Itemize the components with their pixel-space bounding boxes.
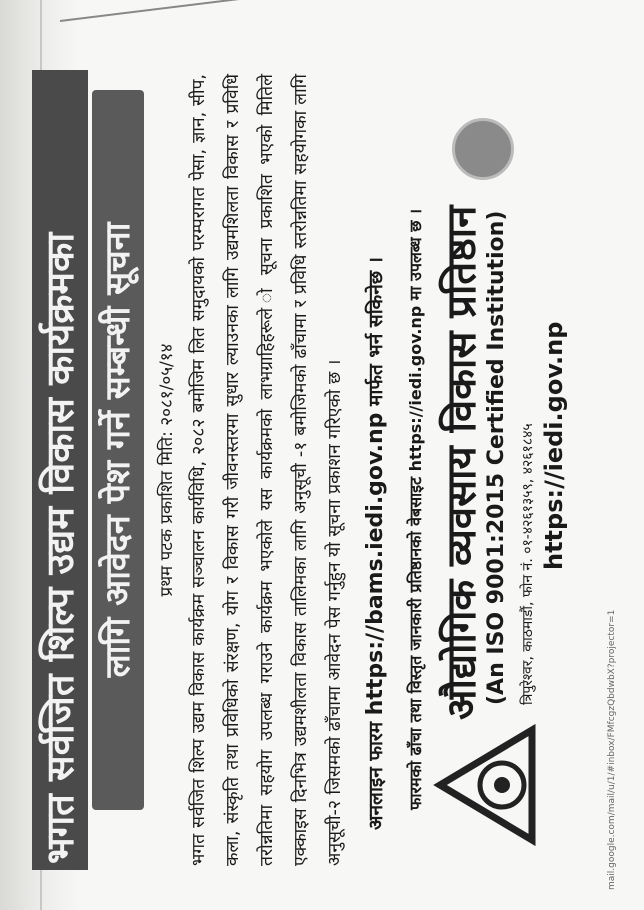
apply-suffix: मार्फत भर्न सकिनेछ । xyxy=(365,257,387,407)
org-address: त्रिपुरेश्वर, काठमाडौं, फोन नं. ०१-४२६१३५९, ४२६१८४५ xyxy=(520,423,536,705)
apply-line xyxy=(362,90,388,830)
notice-title-line1: भगत सर्वजित शिल्प उद्यम विकास कार्यक्रमका xyxy=(32,70,88,870)
notice-body: भगत सर्वजित शिल्प उद्यम विकास कार्यक्रम सञ्चालन कार्यविधि, २०८२ बमोजिम लित समुदायको परम्परागत पेसा, ज्ञान, सीप, कला, संस्कृति तथा प्रविधिको संरक्षण, योग र विकास गरी जीवनस्तरमा सुधार ल्याउनका लागि उद्यमशिलता विकास र प्रविधि तरोन्नतिमा सहयोग उपलब्ध गराउने कार्यक्रम भएकोले यस कार्यक्रमको लाभग्राहिहरूले ो सूचना प्रकाशित भएको मितिले एक्काइस दिनभित्र उद्यमशीलता विकास तालिमका लागि अनुसूची -१ बमोजिमको ढाँचामा र प्रविधि स्तरोन्नतिमा सहयोगका लागि अनुसूची-२ जिसमको ढाँचामा आवेदन पेस गर्नुहुन यो सूचना प्रकाशन गरिएको छ । xyxy=(189,74,345,866)
org-logo-icon xyxy=(432,720,542,850)
org-iso-line: (An ISO 9001:2015 Certified Institution) xyxy=(484,210,509,705)
org-website-link[interactable]: https://iedi.gov.np xyxy=(540,321,568,570)
publish-date: प्रथम पटक प्रकाशित मिति: २०८१/०५/१४ xyxy=(157,343,177,597)
apply-url-link[interactable]: https://bams.iedi.gov.np xyxy=(363,412,388,716)
apply-prefix: अनलाइन फारम xyxy=(365,721,387,830)
scan-url-footer: mail.google.com/mail/u/1/#inbox/FMfcgzQbdwbX?projector=1 xyxy=(607,609,617,890)
iso-seal-icon xyxy=(452,118,514,180)
notice-document xyxy=(32,70,617,890)
detail-line: फारमको ढाँचा तथा विस्तृत जानकारी प्रतिष्ठानको वेबसाइट https://iedi.gov.np मा उपलब्ध छ । xyxy=(406,208,425,810)
notice-title-line2: लागि आवेदन पेश गर्ने सम्बन्धी सूचना xyxy=(92,90,144,810)
org-name: औद्योगिक व्यवसाय विकास प्रतिष्ठान xyxy=(439,205,485,720)
